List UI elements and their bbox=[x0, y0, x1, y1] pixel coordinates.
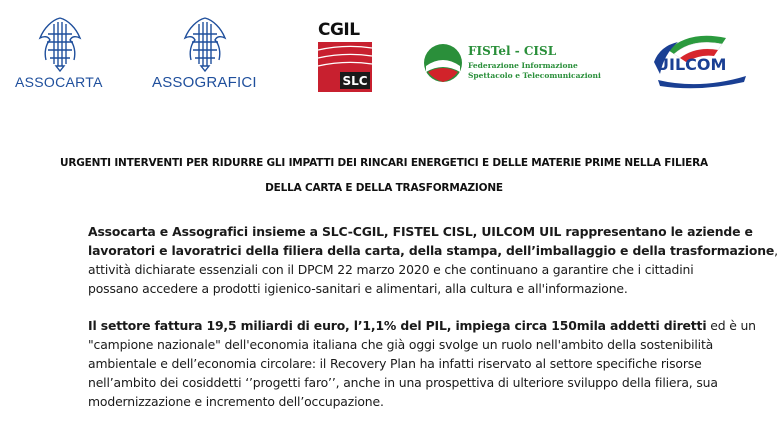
fistel-cisl-logo bbox=[422, 42, 607, 88]
assografici-wordmark: ASSOGRAFICI bbox=[152, 74, 257, 91]
paragraph-1-line-1: Assocarta e Assografici insieme a SLC-CGIL, FISTEL CISL, UILCOM UIL rappresentano le aziende e bbox=[88, 224, 753, 239]
paragraph-1-line-3: attività dichiarate essenziali con il DPCM 22 marzo 2020 e che continuano a garantire che i cittadini bbox=[88, 262, 694, 277]
paragraph-1-line-4: possano accedere a prodotti igienico-sanitari e alimentari, alla cultura e all'informazione. bbox=[88, 281, 628, 296]
assografici-logo bbox=[147, 14, 267, 94]
document-title-line1: URGENTI INTERVENTI PER RIDURRE GLI IMPATTI DEI RINCARI ENERGETICI E DELLE MATERIE PRIME NELLA FILIERA bbox=[60, 157, 708, 169]
assocarta-wordmark: ASSOCARTA bbox=[15, 74, 103, 90]
fistel-subtitle-line1: Federazione Informazione bbox=[468, 61, 578, 70]
eagle-emblem-icon bbox=[179, 14, 231, 72]
paragraph-2-line-2: "campione nazionale" dell'economia italiana che già oggi svolge un ruolo nell'ambito della sostenibilità bbox=[88, 337, 714, 352]
logo-header bbox=[0, 0, 768, 110]
assocarta-logo bbox=[12, 14, 112, 94]
paragraph-2-line-4: nell’ambito dei cosiddetti ‘’progetti faro’’, anche in una prospettiva di ulteriore sviluppo della filiera, sua bbox=[88, 375, 718, 390]
cgil-flag-icon bbox=[318, 42, 372, 92]
cgil-wordmark: CGIL bbox=[318, 20, 360, 40]
slc-label: SLC bbox=[342, 74, 368, 88]
paragraph-2-line-1: Il settore fattura 19,5 miliardi di euro, l’1,1% del PIL, impiega circa 150mila addetti diretti ed è un bbox=[88, 318, 756, 333]
fistel-subtitle-line2: Spettacolo e Telecomunicazioni bbox=[468, 71, 601, 80]
paragraph-1-line-2: lavoratori e lavoratrici della filiera della carta, della stampa, dell’imballaggio e della trasformazione, bbox=[88, 243, 778, 258]
uilcom-logo bbox=[650, 30, 755, 92]
paragraph-2-line-3: ambientale e dell’economia circolare: il Recovery Plan ha infatti riservato al settore specifiche risorse bbox=[88, 356, 702, 371]
cgil-slc-logo bbox=[316, 20, 374, 94]
fistel-wordmark: FISTel - CISL bbox=[468, 44, 557, 58]
fistel-globe-icon bbox=[422, 42, 464, 84]
paragraph-2-line-5: modernizzazione e incremento dell’occupazione. bbox=[88, 394, 384, 409]
eagle-emblem-icon bbox=[34, 14, 86, 72]
document-title-line2: DELLA CARTA E DELLA TRASFORMAZIONE bbox=[265, 182, 503, 194]
uilcom-wordmark: UILCOM bbox=[656, 55, 727, 74]
